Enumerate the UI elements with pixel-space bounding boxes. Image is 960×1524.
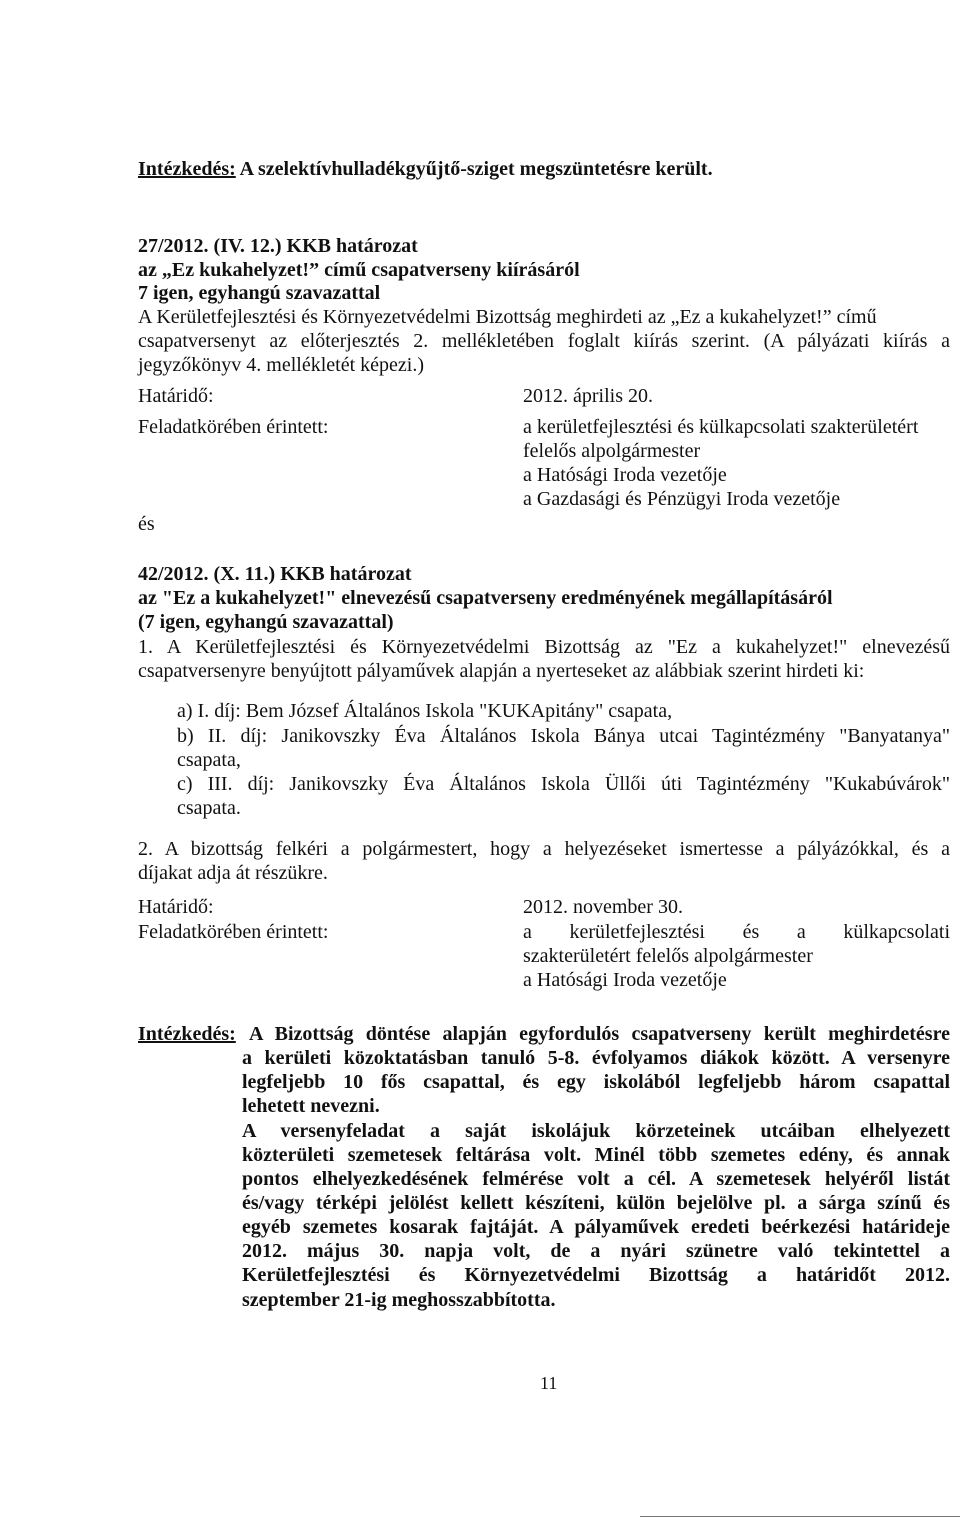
- intezkedes-2-label: Intézkedés:: [138, 1023, 236, 1045]
- intezkedes-2-line: egyéb szemetes kosarak fajtáját. A pályaművek eredeti beérkezési határideje: [242, 1216, 950, 1238]
- intezkedes-2-line: és/vagy térképi jelölést kellett készíteni, külön bejelölve pl. a sárga színű és: [242, 1192, 950, 1214]
- resolution-2-p1-line: 1. A Kerületfejlesztési és Környezetvédelmi Bizottság az "Ez a kukahelyzet!" elnevezésű: [138, 636, 950, 658]
- prize-item: a) I. díj: Bem József Általános Iskola "KUKApitány" csapata,: [177, 700, 673, 722]
- intezkedes-2-line: 2012. május 30. napja volt, de a nyári szünetre való tekintettel a: [242, 1240, 950, 1262]
- resolution-1-resp-line: a Hatósági Iroda vezetője: [523, 464, 727, 486]
- resolution-1-resp-line: felelős alpolgármester: [523, 440, 701, 462]
- intezkedes-2-line: a kerületi közoktatásban tanuló 5-8. évfolyamos diákok között. A versenyre: [242, 1047, 950, 1069]
- resolution-2-number: 42/2012. (X. 11.) KKB határozat: [138, 563, 412, 585]
- resolution-1-body-line: csapatversenyt az előterjesztés 2. mellékletében foglalt kiírás szerint. (A pályázati kiírás a: [138, 330, 950, 352]
- resolution-2-vote: (7 igen, egyhangú szavazattal): [138, 611, 394, 633]
- resolution-1-title: az „Ez kukahelyzet!” című csapatverseny kiírásáról: [138, 259, 580, 281]
- resolution-2-title: az "Ez a kukahelyzet!" elnevezésű csapatverseny eredményének megállapításáról: [138, 587, 833, 609]
- resolution-1-number: 27/2012. (IV. 12.) KKB határozat: [138, 235, 418, 257]
- intezkedes-2-line: A versenyfeladat a saját iskolájuk körzeteinek utcáiban elhelyezett: [242, 1120, 950, 1142]
- resolution-2-p2-line: díjakat adja át részükre.: [138, 862, 328, 884]
- prize-item: c) III. díj: Janikovszky Éva Általános Iskola Üllői úti Tagintézmény "Kukabúvárok": [177, 773, 950, 795]
- resolution-1-body-line: A Kerületfejlesztési és Környezetvédelmi Bizottság meghirdeti az „Ez a kukahelyzet!” című: [138, 306, 877, 328]
- resolution-1-resp-label: Feladatkörében érintett:: [138, 416, 329, 438]
- resolution-1-deadline-label: Határidő:: [138, 385, 214, 407]
- intezkedes-2-line: lehetett nevezni.: [242, 1095, 380, 1117]
- intezkedes-2-line: pontos elhelyezkedésének felmérése volt a cél. A szemetesek helyéről listát: [242, 1168, 950, 1190]
- resolution-1-es: és: [138, 513, 155, 535]
- resolution-1-body-line: jegyzőkönyv 4. mellékletét képezi.): [138, 354, 425, 376]
- resolution-2-resp-label: Feladatkörében érintett:: [138, 921, 329, 943]
- resolution-1-resp-line: a Gazdasági és Pénzügyi Iroda vezetője: [523, 488, 841, 510]
- resolution-1-vote: 7 igen, egyhangú szavazattal: [138, 282, 381, 304]
- prize-item: b) II. díj: Janikovszky Éva Általános Iskola Bánya utcai Tagintézmény "Banyatanya": [177, 725, 950, 747]
- prize-item: csapata,: [177, 749, 241, 771]
- resolution-2-resp-line: a kerületfejlesztési és a külkapcsolati: [523, 921, 950, 943]
- resolution-1-deadline: 2012. április 20.: [523, 385, 653, 407]
- intezkedes-2-line: szeptember 21-ig meghosszabbította.: [242, 1289, 556, 1311]
- resolution-2-resp-line: szakterületért felelős alpolgármester: [523, 945, 813, 967]
- intezkedes-2-line: Kerületfejlesztési és Környezetvédelmi Bizottság a határidőt 2012.: [242, 1264, 950, 1286]
- prize-item: csapata.: [177, 797, 241, 819]
- bottom-edge-line: [640, 1516, 960, 1517]
- intezkedes-2-line: közterületi szemetesek feltárása volt. Minél több szemetes edény, és annak: [242, 1144, 950, 1166]
- resolution-2-p2-line: 2. A bizottság felkéri a polgármestert, hogy a helyezéseket ismertesse a pályázókkal, és a: [138, 838, 950, 860]
- resolution-1-resp-line: a kerületfejlesztési és külkapcsolati szakterületért: [523, 416, 919, 438]
- resolution-2-p1-line: csapatversenyre benyújtott pályaművek alapján a nyerteseket az alábbiak szerint hirdeti ki:: [138, 660, 865, 682]
- intezkedes-2-line: legfeljebb 10 fős csapattal, és egy iskolából legfeljebb három csapattal: [242, 1071, 950, 1093]
- resolution-2-deadline: 2012. november 30.: [523, 896, 683, 918]
- intezkedes-1-text: A szelektívhulladékgyűjtő-sziget megszüntetésre került.: [235, 158, 713, 180]
- intezkedes-1: [138, 158, 713, 180]
- intezkedes-1-label: Intézkedés:: [138, 158, 236, 180]
- intezkedes-2-line: A Bizottság döntése alapján egyfordulós csapatverseny került meghirdetésre: [249, 1023, 950, 1045]
- resolution-2-resp-line: a Hatósági Iroda vezetője: [523, 969, 727, 991]
- page-number: 11: [540, 1373, 558, 1393]
- resolution-2-deadline-label: Határidő:: [138, 896, 214, 918]
